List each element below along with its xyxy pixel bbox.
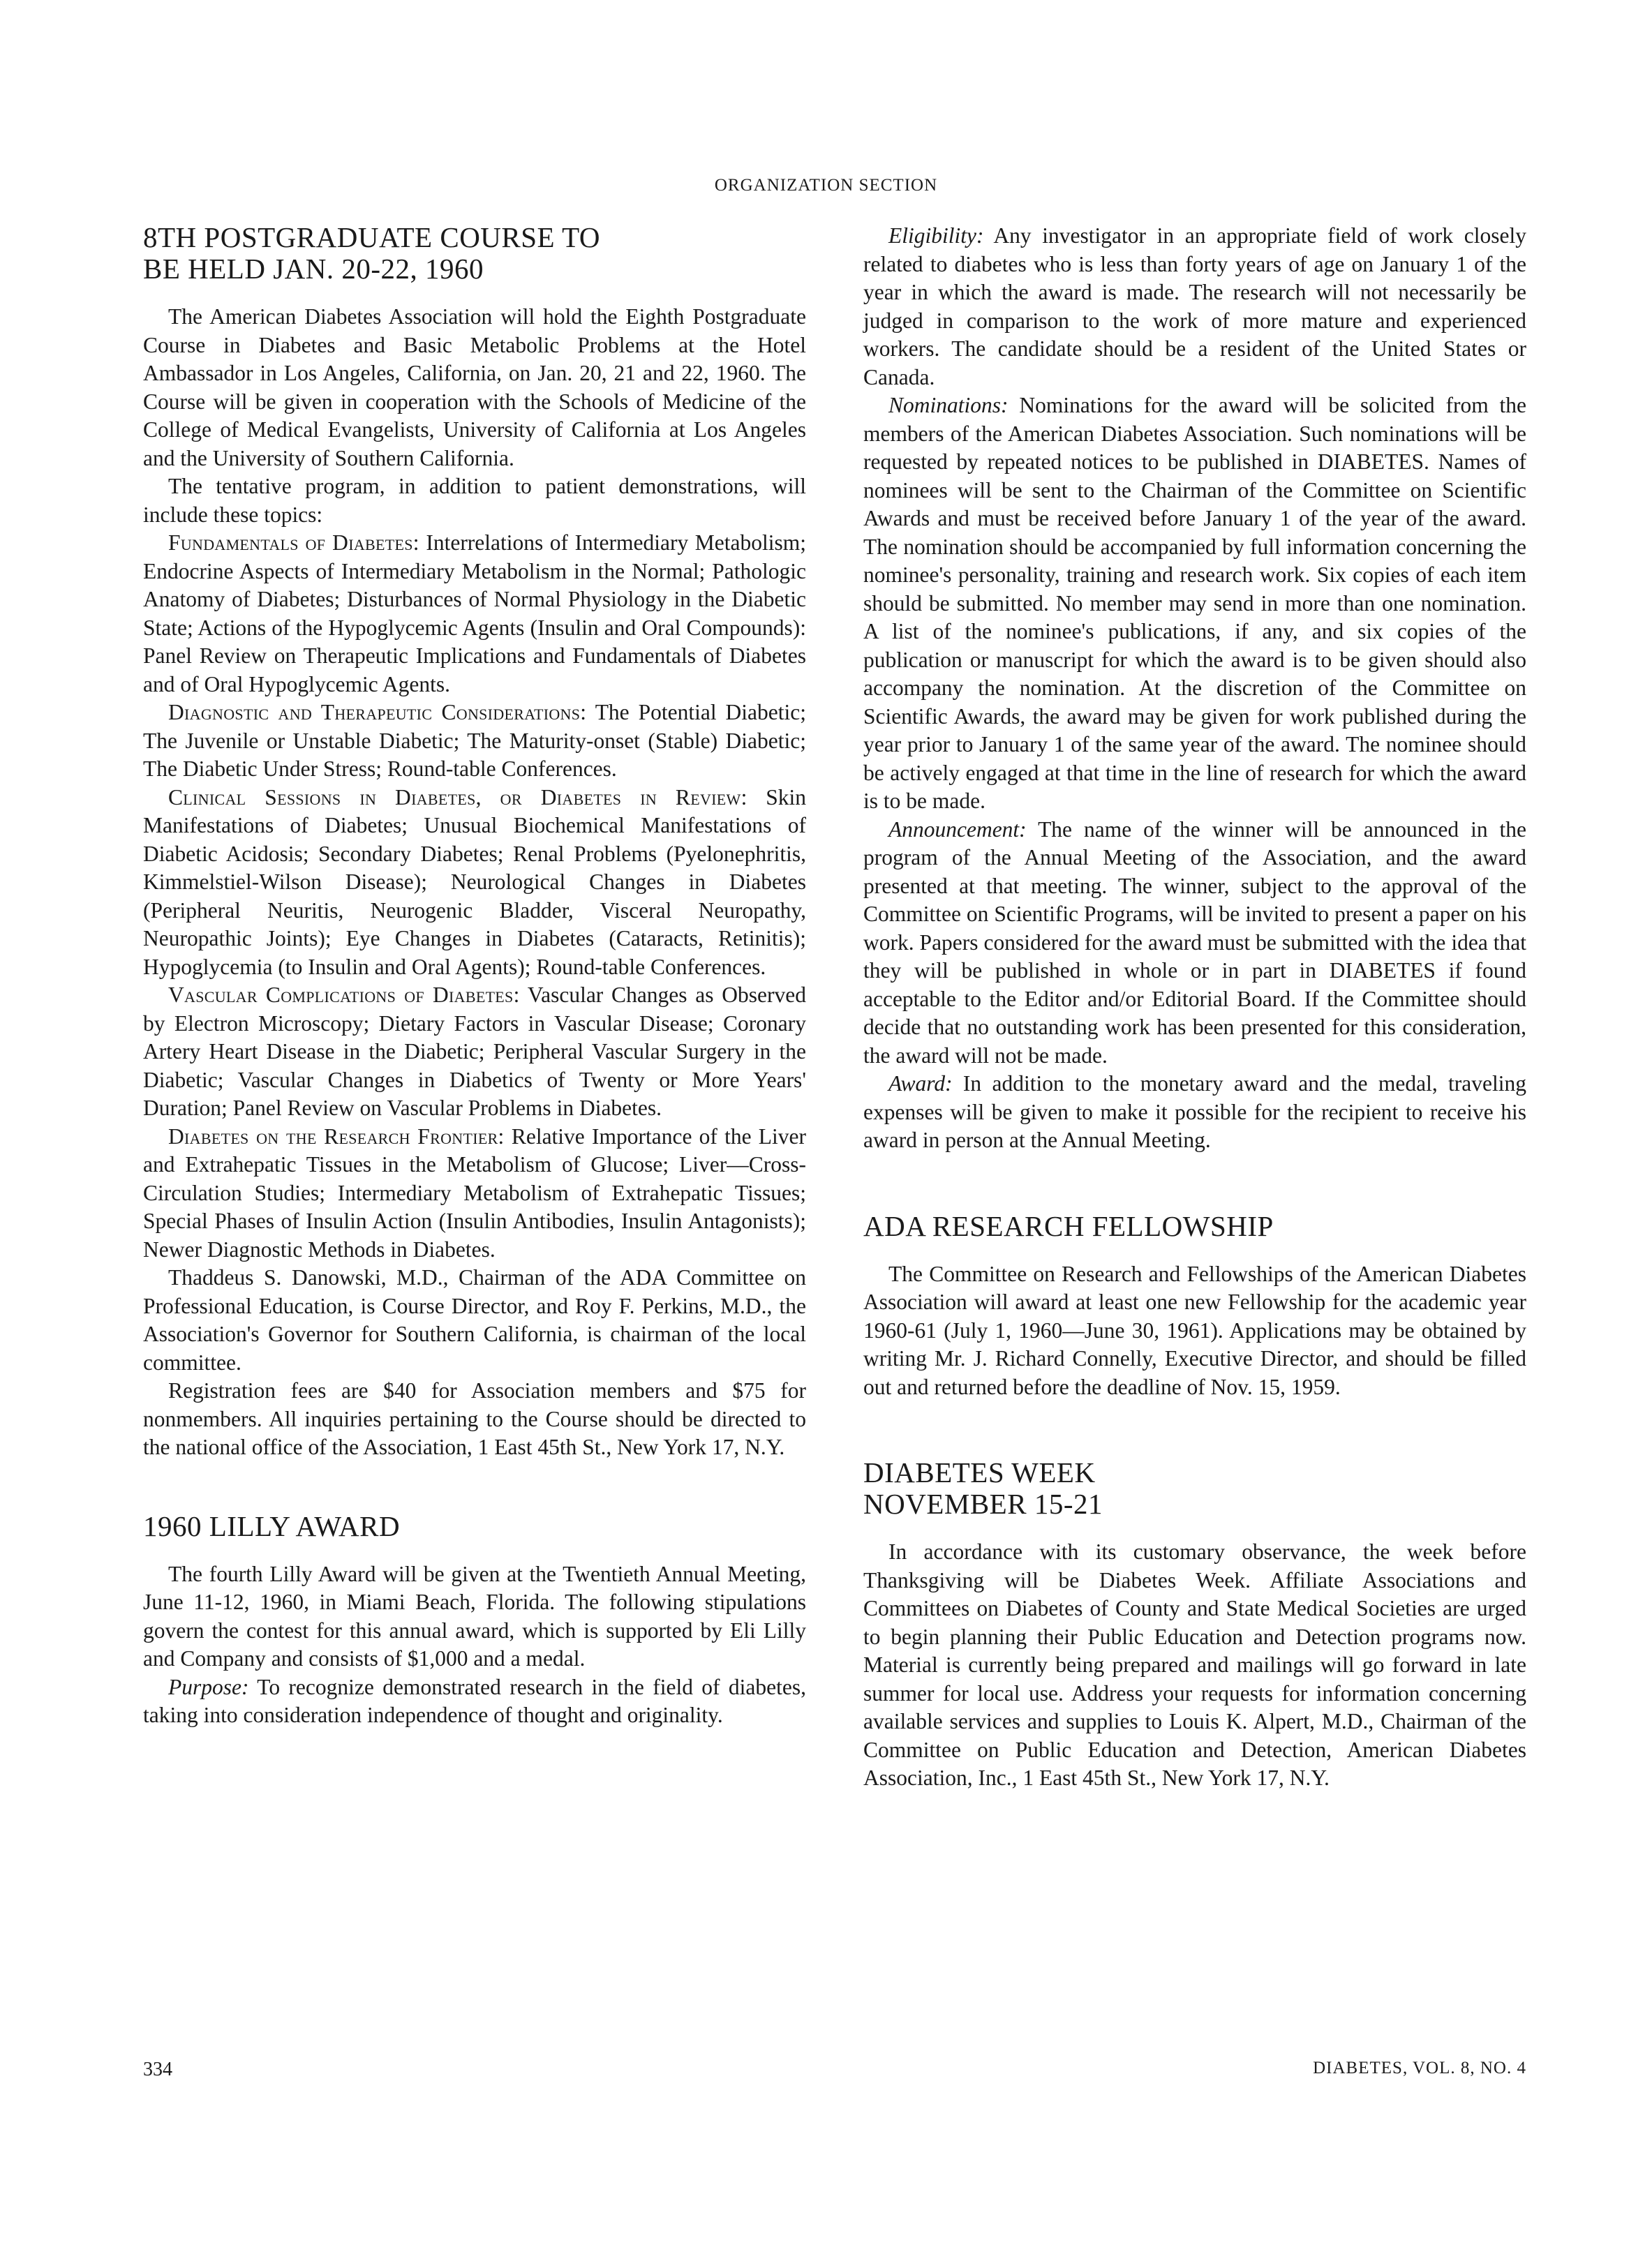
topic-vascular	[143, 981, 806, 1123]
announcement-label: Announcement:	[888, 816, 1027, 842]
lilly-award-title: 1960 LILLY AWARD	[143, 1509, 401, 1542]
course-director-paragraph: Thaddeus S. Danowski, M.D., Chairman of the ADA Committee on Professional Education, is Course Director, and Roy F. Perkins, M.D., the Association's Governor for Southern California, is chairman of the local committee.	[143, 1265, 806, 1375]
lilly-award-continued	[863, 222, 1526, 1155]
purpose-label: Purpose:	[168, 1674, 249, 1699]
announcement-text: The name of the winner will be announced in the program of the Annual Meeting of the Association, and the award presented at that meeting. The winner, subject to the approval of the Committee on Scientific Programs, will be invited to present a paper on his work. Papers considered for the award must be submitted with the idea that they will be published in whole or in part in DIABETES if found acceptable to the Editor and/or Editorial Board. If the Committee should decide that no outstanding work has been presented for this consideration, the award will not be made.	[863, 816, 1527, 1068]
diabetes-week-title	[863, 1457, 1526, 1520]
diabetes-week-paragraph: In accordance with its customary observance, the week before Thanksgiving will be Diabetes Week. Affiliate Associations and Committees on Diabetes of County and State Medical Societies are urged to begin planning their Public Education and Detection programs now. Material is currently being prepared and mailings will go forward in late summer for local use. Address your requests for information concerning available services and supplies to Louis K. Alpert, M.D., Chairman of the Committee on Public Education and Detection, American Diabetes Association, Inc., 1 East 45th St., New York 17, N.Y.	[863, 1539, 1526, 1790]
topic-diagnostic-text: The Potential Diabetic; The Juvenile or Unstable Diabetic; The Maturity-onset (Stable) Diabetic; The Diabetic Under Stress; Round-table Conferences.	[143, 700, 806, 781]
purpose-text: To recognize demonstrated research in the field of diabetes, taking into consideration independence of thought and originality.	[143, 1674, 806, 1727]
topic-clinical	[143, 784, 806, 982]
running-head: ORGANIZATION SECTION	[714, 176, 938, 195]
lilly-award-eligibility	[863, 222, 1526, 391]
lilly-award-award	[863, 1070, 1526, 1155]
diabetes-week-title-line2: NOVEMBER 15-21	[863, 1488, 1103, 1520]
lilly-award-announcement	[863, 816, 1526, 1070]
postgraduate-program-paragraph: The tentative program, in addition to patient demonstrations, will include these topics:	[143, 474, 806, 527]
research-fellowship-article	[863, 1211, 1526, 1402]
topic-clinical-text: Skin Manifestations of Diabetes; Unusual Biochemical Manifestations of Diabetic Acidosis; Secondary Diabetes; Renal Problems (Pyelonephritis, Kimmelstiel-Wilson Disease); Neurological Changes in Diabetes (Peripheral Neuritis, Neurogenic Bladder, Visceral Neuropathy, Neuropathic Joints); Eye Changes in Diabetes (Cataracts, Retinitis); Hypoglycemia (to Insulin and Oral Agents); Round-table Conferences.	[143, 784, 806, 979]
award-label: Award:	[888, 1071, 953, 1096]
postgraduate-course-title-line1: 8TH POSTGRADUATE COURSE TO	[143, 221, 601, 253]
eligibility-label: Eligibility:	[888, 223, 984, 248]
lilly-award-nominations	[863, 391, 1526, 816]
left-column	[143, 222, 806, 1730]
lilly-award-intro-paragraph: The fourth Lilly Award will be given at the Twentieth Annual Meeting, June 11-12, 1960, in Miami Beach, Florida. The following stipulations govern the contest for this annual award, which is supported by Eli Lilly and Company and consists of $1,000 and a medal.	[143, 1561, 806, 1671]
topic-research-frontier-text: Relative Importance of the Liver and Extrahepatic Tissues in the Metabolism of Glucose; Liver—Cross-Circulation Studies; Intermediary Metabolism of Extrahepatic Tissues; Special Phases of Insulin Action (Insulin Antibodies, Insulin Antagonists); Newer Diagnostic Methods in Diabetes.	[143, 1124, 806, 1262]
diabetes-week-title-line1: DIABETES WEEK	[863, 1456, 1096, 1488]
postgraduate-intro-paragraph: The American Diabetes Association will hold the Eighth Postgraduate Course in Diabetes and Basic Metabolic Problems at the Hotel Ambassador in Los Angeles, California, on Jan. 20, 21 and 22, 1960. The Course will be given in cooperation with the Schools of Medicine of the College of Medical Evangelists, University of California at Los Angeles and the University of Southern California.	[143, 304, 806, 470]
lilly-award-article	[143, 1511, 806, 1730]
lilly-award-purpose	[143, 1673, 806, 1730]
page-number: 334	[143, 2059, 172, 2080]
diabetes-week-article	[863, 1457, 1526, 1793]
nominations-label: Nominations:	[888, 393, 1009, 417]
eligibility-text: Any investigator in an appropriate field of work closely related to diabetes who is less than forty years of age on January 1 of the year in which the award is made. The research will not necessarily be judged in comparison to the work of more mature and experienced workers. The candidate should be a resident of the United States or Canada.	[863, 223, 1526, 389]
topic-fundamentals-heading: Fundamentals of Diabetes:	[168, 530, 419, 555]
topic-fundamentals	[143, 529, 806, 699]
research-fellowship-title: ADA RESEARCH FELLOWSHIP	[863, 1209, 1274, 1242]
postgraduate-course-title-line2: BE HELD JAN. 20-22, 1960	[143, 253, 484, 285]
topic-diagnostic-heading: Diagnostic and Therapeutic Considerations:	[168, 700, 587, 724]
registration-fees-paragraph: Registration fees are $40 for Association members and $75 for nonmembers. All inquiries pertaining to the Course should be directed to the national office of the Association, 1 East 45th St., New York 17, N.Y.	[143, 1378, 806, 1459]
topic-diagnostic	[143, 699, 806, 784]
topic-research-frontier	[143, 1123, 806, 1264]
right-column	[863, 222, 1526, 1793]
award-text: In addition to the monetary award and the medal, traveling expenses will be given to make it possible for the recipient to receive his award in person at the Annual Meeting.	[863, 1071, 1526, 1152]
topic-vascular-heading: Vascular Complications of Diabetes:	[168, 983, 520, 1007]
nominations-text: Nominations for the award will be solicited from the members of the American Diabetes Association. Such nominations will be requested by repeated notices to be published in DIABETES. Names of nominees will be sent to the Chairman of the Committee on Scientific Awards and must be received before January 1 of the year of the award. The nomination should be accompanied by full information concerning the nominee's personality, training and research work. Six copies of each item should be submitted. No member may send in more than one nomination. A list of the nominee's publications, if any, and six copies of the publication or manuscript for which the award is to be given should also accompany the nomination. At the discretion of the Committee on Scientific Awards, the award may be given for work published during the year prior to January 1 of the same year of the award. The nominee should be actively engaged at that time in the line of research for which the award is to be made.	[863, 393, 1526, 813]
research-fellowship-paragraph: The Committee on Research and Fellowships of the American Diabetes Association will award at least one new Fellowship for the academic year 1960-61 (July 1, 1960—June 30, 1961). Applications may be obtained by writing Mr. J. Richard Connelly, Executive Director, and should be filled out and returned before the deadline of Nov. 15, 1959.	[863, 1261, 1526, 1399]
topic-fundamentals-text: Interrelations of Intermediary Metabolism; Endocrine Aspects of Intermediary Metabolism in the Normal; Pathologic Anatomy of Diabetes; Disturbances of Normal Physiology in the Diabetic State; Actions of the Hypoglycemic Agents (Insulin and Oral Compounds): Panel Review on Therapeutic Implications and Fundamentals of Diabetes and of Oral Hypoglycemic Agents.	[143, 530, 806, 696]
topic-vascular-text: Vascular Changes as Observed by Electron Microscopy; Dietary Factors in Vascular Disease; Coronary Artery Heart Disease in the Diabetic; Peripheral Vascular Surgery in the Diabetic; Vascular Changes in Diabetics of Twenty or More Years' Duration; Panel Review on Vascular Problems in Diabetes.	[143, 983, 807, 1120]
postgraduate-course-article	[143, 222, 806, 1462]
postgraduate-course-title	[143, 222, 806, 285]
topic-clinical-heading: Clinical Sessions in Diabetes, or Diabetes in Review:	[168, 784, 747, 809]
journal-citation: DIABETES, VOL. 8, NO. 4	[1313, 2059, 1526, 2077]
topic-research-frontier-heading: Diabetes on the Research Frontier:	[168, 1124, 505, 1149]
